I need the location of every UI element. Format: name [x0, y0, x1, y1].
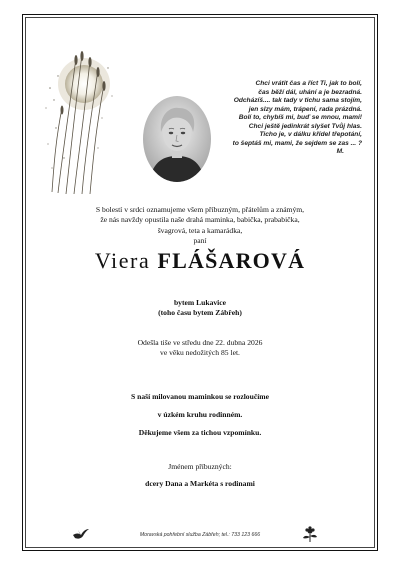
- poem-line: Bolí to, chybíš mi, buď se mnou, mami!: [238, 114, 362, 121]
- farewell-line: v úzkém kruhu rodinném.: [157, 410, 243, 419]
- deceased-name: [30, 248, 370, 274]
- announcement: [60, 205, 340, 246]
- deceased-surname: FLÁŠAROVÁ: [157, 248, 306, 273]
- residence: [60, 298, 340, 319]
- footer-funeral-service: Moravská pohřební služba Zábřeh; tel.: 733 123 666: [139, 532, 261, 538]
- residence-line: bytem Lukavice: [173, 298, 227, 307]
- poem-line: Chci vrátit čas a říct Ti, jak to bolí,: [255, 80, 362, 87]
- poem-signature: M.: [336, 148, 344, 155]
- portrait-photo: [143, 96, 211, 182]
- poem-line: jen slzy mám, trápení, rada prázdná.: [248, 105, 362, 113]
- poem-line: Chci ještě jedinkrát slyšet Tvůj hlas.: [248, 122, 362, 130]
- poem-line: Odcházíš.... tak tady v tichu sama stojím,: [233, 97, 362, 104]
- moon-grass-ornament-icon: [38, 48, 118, 198]
- poem-line: Ticho je, v dálku křídel třepotání,: [259, 131, 362, 138]
- residence-line: (toho času bytem Zábřeh): [158, 308, 242, 318]
- announcement-line: švagrová, teta a kamarádka,: [157, 225, 243, 235]
- family-names: dcery Dana a Markéta s rodinami: [145, 479, 255, 488]
- death-age-line: ve věku nedožitých 85 let.: [160, 348, 240, 358]
- death-date-line: Odešla tiše ve středu dne 22. dubna 2026: [137, 338, 263, 347]
- thanks-line: Děkujeme všem za tichou vzpomínku.: [138, 428, 262, 437]
- death-info: [60, 338, 340, 359]
- announcement-line: že nás navždy opustila naše drahá maminka, babička, prababička,: [100, 215, 300, 225]
- announcement-line: S bolestí v srdci oznamujeme všem příbuzným, přátelům a známým,: [95, 205, 305, 214]
- poem-line: to šeptáš mi, mami, že sejdem se zas ... ?: [232, 139, 362, 147]
- poem-line: čas běží dál, uhání a je bezradná.: [258, 88, 362, 96]
- farewell-line: S naší milovanou maminkou se rozloučíme: [130, 392, 270, 401]
- announcement-line: paní: [193, 235, 207, 245]
- poem: [212, 80, 362, 157]
- deceased-first-name: Viera: [94, 248, 151, 273]
- on-behalf-label: Jménem příbuzných:: [168, 462, 232, 471]
